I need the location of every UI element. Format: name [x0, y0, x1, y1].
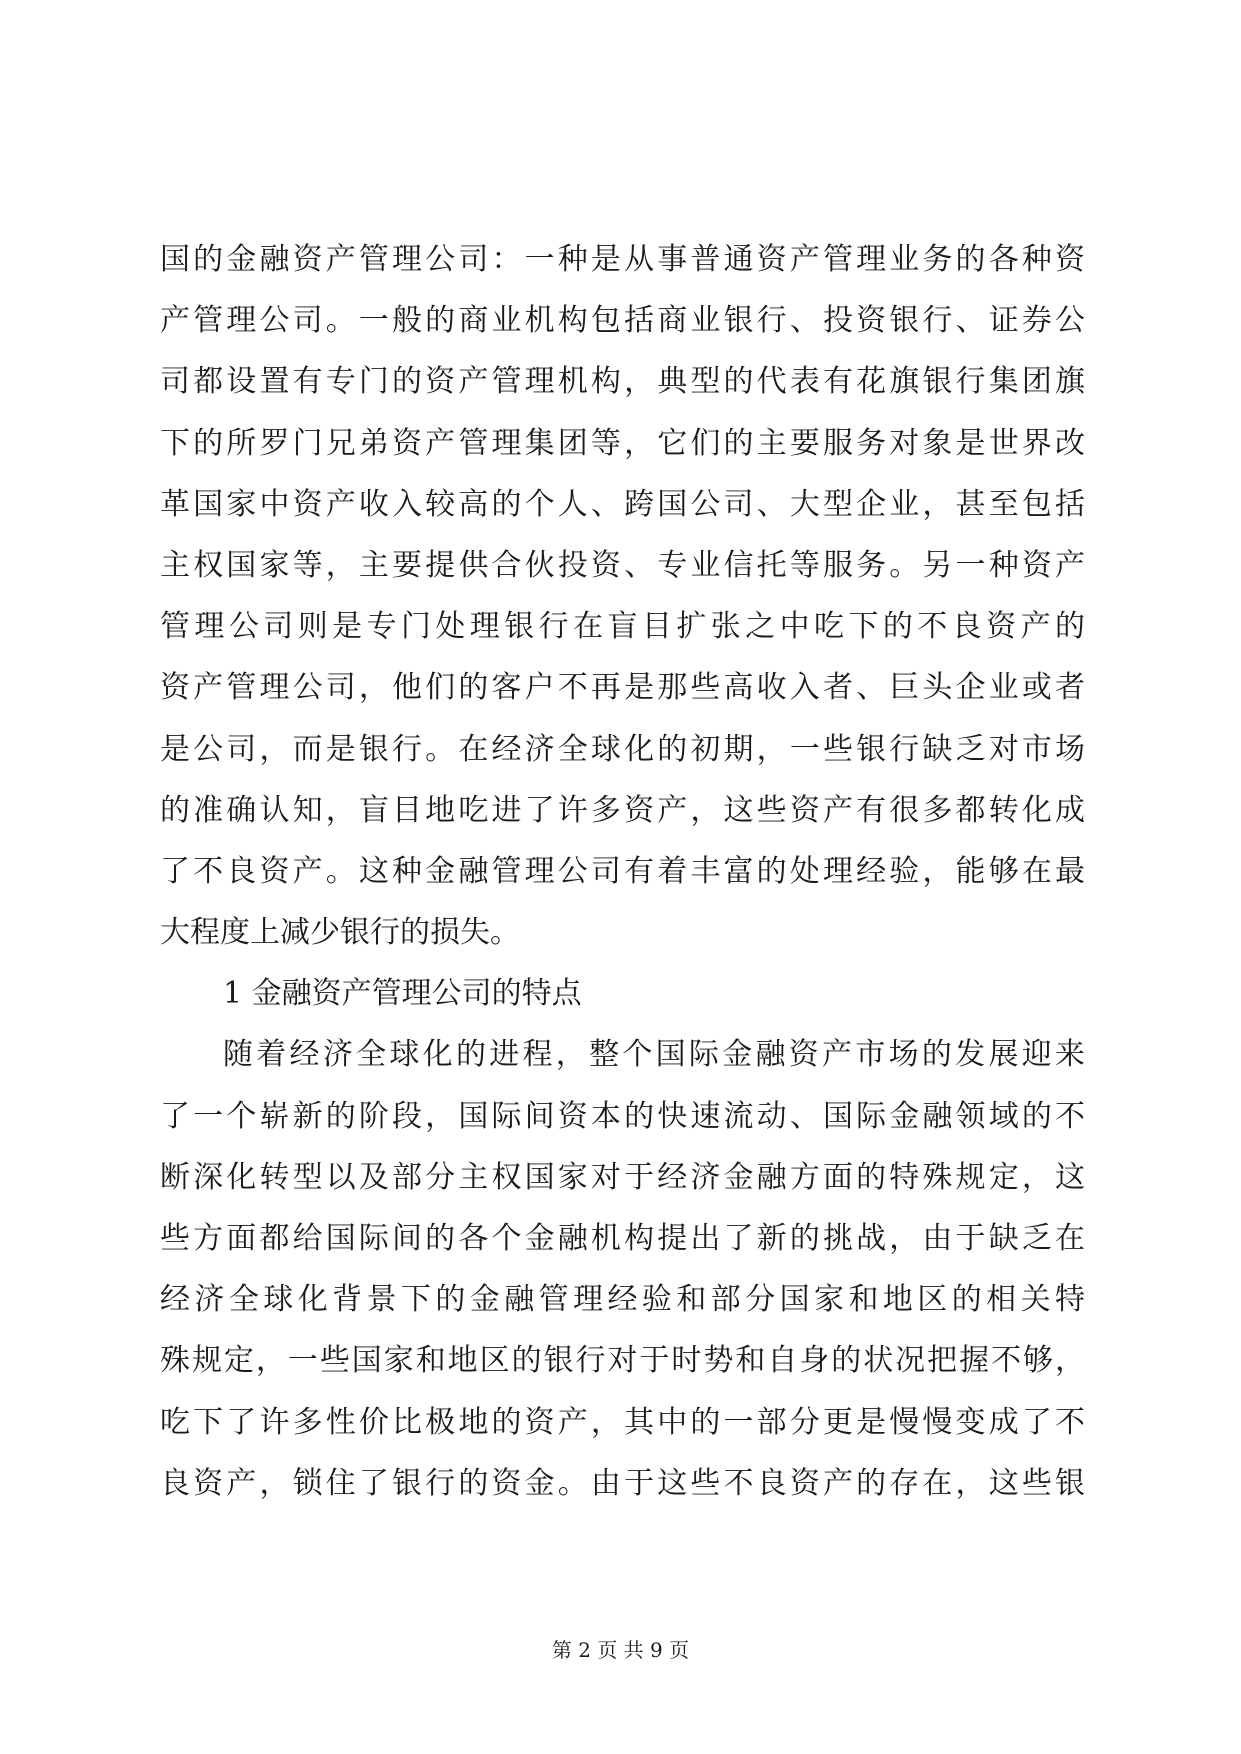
text-line: 吃下了许多性价比极地的资产，其中的一部分更是慢慢变成了不 — [160, 1404, 1085, 1440]
text-line: 殊规定，一些国家和地区的银行对于时势和自身的状况把握不够， — [160, 1343, 1085, 1379]
text-line: 下的所罗门兄弟资产管理集团等，它们的主要服务对象是世界改 — [160, 425, 1085, 461]
text-line: 了一个崭新的阶段，国际间资本的快速流动、国际金融领域的不 — [160, 1098, 1085, 1134]
text-line: 大程度上减少银行的损失。 — [160, 915, 520, 951]
text-line: 断深化转型以及部分主权国家对于经济金融方面的特殊规定，这 — [160, 1159, 1085, 1195]
text-line: 良资产，锁住了银行的资金。由于这些不良资产的存在，这些银 — [160, 1465, 1085, 1501]
text-line: 些方面都给国际间的各个金融机构提出了新的挑战，由于缺乏在 — [160, 1221, 1085, 1256]
text-line: 革国家中资产收入较高的个人、跨国公司、大型企业，甚至包括 — [160, 486, 1085, 522]
page-number-footer: 第 2 页 共 9 页 — [551, 1638, 690, 1662]
document-body — [160, 229, 1085, 1514]
text-line: 司都设置有专门的资产管理机构，典型的代表有花旗银行集团旗 — [160, 364, 1085, 400]
text-line: 主权国家等，主要提供合伙投资、专业信托等服务。另一种资产 — [160, 547, 1085, 583]
text-line: 经济全球化背景下的金融管理经验和部分国家和地区的相关特 — [160, 1282, 1085, 1318]
text-line: 管理公司则是专门处理银行在盲目扩张之中吃下的不良资产的 — [160, 609, 1085, 645]
text-line: 产管理公司。一般的商业机构包括商业银行、投资银行、证券公 — [160, 303, 1085, 339]
text-line: 的准确认知，盲目地吃进了许多资产，这些资产有很多都转化成 — [160, 792, 1085, 828]
paragraph-first-line: 随着经济全球化的进程，整个国际金融资产市场的发展迎来 — [223, 1037, 1085, 1073]
text-line: 国的金融资产管理公司：一种是从事普通资产管理业务的各种资 — [160, 242, 1085, 277]
text-line: 是公司，而是银行。在经济全球化的初期，一些银行缺乏对市场 — [160, 731, 1085, 767]
text-line: 了不良资产。这种金融管理公司有着丰富的处理经验，能够在最 — [160, 853, 1085, 889]
section-heading: 1 金融资产管理公司的特点 — [223, 976, 582, 1012]
text-line: 资产管理公司，他们的客户不再是那些高收入者、巨头企业或者 — [160, 670, 1085, 706]
